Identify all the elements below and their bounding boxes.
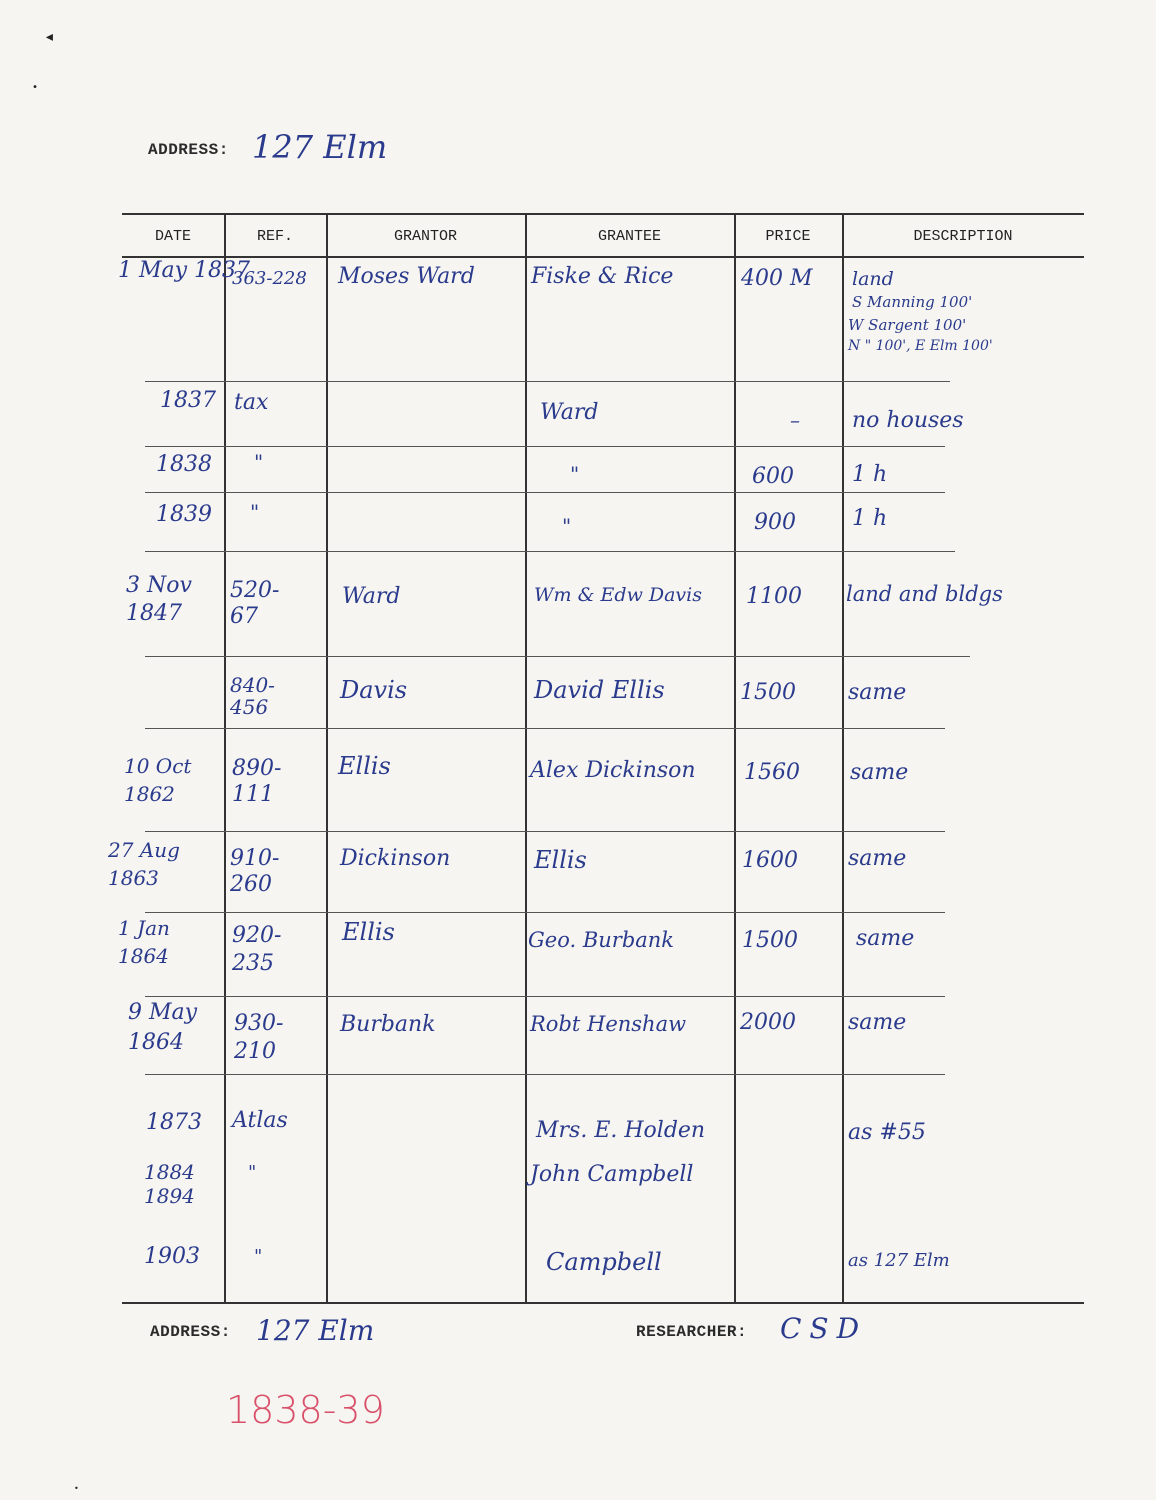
cell-grantor: Burbank [340,1012,436,1037]
cell-description-line: land and bldgs [846,582,1003,606]
table-top-rule [122,213,1084,215]
row-divider [145,551,955,552]
cell-description-line: same [856,926,915,951]
footer-address-label: ADDRESS: [150,1323,231,1341]
row-divider [145,831,945,832]
cell-ref: 930-210 [234,1011,284,1064]
row-divider [145,492,945,493]
column-header-date: DATE [154,228,191,245]
cell-grantor: Davis [340,676,408,704]
cell-date: 1837 [160,388,216,413]
cell-ref: 910-260 [230,846,280,897]
cell-price: 2000 [740,1010,796,1035]
cell-grantee: Ellis [534,846,587,874]
cell-description-line: as #55 [848,1120,926,1145]
cell-price: 600 [752,464,794,489]
cell-ref: " [248,1162,257,1183]
corner-mark: ◂ [44,26,55,47]
cell-ref: 363-228 [232,268,307,289]
researcher-label: RESEARCHER: [636,1323,748,1341]
cell-description-line: 1 h [852,506,888,531]
cell-description-line: land [852,268,894,290]
cell-grantor: Moses Ward [338,264,475,289]
address-value: 127 Elm [252,128,388,166]
cell-price: 900 [754,510,796,535]
cell-description-line: W Sargent 100' [848,316,967,334]
cell-grantee: Robt Henshaw [530,1012,687,1036]
cell-ref: " [250,500,260,524]
cell-date: 3 Nov 1847 [126,573,192,626]
column-header-ref: REF. [256,228,293,245]
cell-description-line: as 127 Elm [848,1250,950,1271]
cell-grantor: Dickinson [340,846,451,871]
address-label: ADDRESS: [148,141,229,159]
cell-grantor: Ellis [338,752,391,780]
column-divider [734,214,736,1302]
row-divider [145,381,950,382]
cell-date: 1884 1894 [144,1160,195,1208]
column-header-grantee: GRANTEE [597,228,661,245]
footer-address-value: 127 Elm [256,1314,375,1347]
cell-grantor: Ward [342,584,401,609]
cell-grantor: Ellis [342,918,395,946]
row-divider [145,446,945,447]
cell-ref: Atlas [232,1108,288,1133]
column-divider [525,214,527,1302]
cell-grantee: John Campbell [530,1162,694,1187]
cell-description-line: same [848,1010,907,1035]
cell-date: 1903 [144,1244,200,1269]
column-header-description: DESCRIPTION [913,228,1013,245]
cell-price: 1560 [744,760,800,785]
column-header-grantor: GRANTOR [393,228,457,245]
cell-grantee: Geo. Burbank [528,928,675,952]
cell-grantee: " [570,462,580,486]
cell-date: 9 May 1864 [128,1000,198,1055]
cell-date: 27 Aug 1863 [108,838,180,890]
cell-date: 1 Jan 1864 [118,916,170,968]
cell-grantee: Alex Dickinson [530,758,696,783]
cell-grantee: David Ellis [534,676,665,704]
cell-grantee: Campbell [546,1248,662,1276]
cell-ref: 520-67 [230,578,280,629]
cell-ref: tax [234,390,269,415]
cell-description-line: same [848,846,907,871]
cell-date: 1839 [156,502,212,527]
table-bottom-rule [122,1302,1084,1304]
column-divider [842,214,844,1302]
column-divider [224,214,226,1302]
cell-description-line: same [850,760,909,785]
cell-description-line: no houses [852,408,964,433]
cell-date: 1873 [146,1110,202,1135]
cell-grantee: Ward [540,400,599,425]
cell-ref: 840-456 [230,673,275,719]
row-divider [145,656,970,657]
researcher-value: CSD [780,1312,868,1345]
bottom-dot: • [74,1484,79,1493]
corner-dot: • [32,82,39,93]
column-header-price: PRICE [765,228,811,245]
cell-price: 1500 [740,680,796,705]
cell-ref: 920-235 [232,923,282,976]
cell-ref: 890-111 [232,756,282,807]
table-header-rule [122,256,1084,258]
cell-ref: " [254,450,264,474]
cell-description-line: same [848,680,907,705]
cell-description-line: N " 100', E Elm 100' [848,338,993,354]
row-divider [145,912,945,913]
cell-price: 400 M [741,266,813,291]
cell-grantee: Mrs. E. Holden [536,1118,706,1143]
cell-price: – [790,408,800,432]
cell-date: 1 May 1837 [118,258,251,283]
row-divider [145,996,945,997]
cell-description-line: 1 h [852,462,888,487]
row-divider [145,1074,945,1075]
cell-price: 1500 [742,928,798,953]
column-divider [326,214,328,1302]
cell-grantee: Wm & Edw Davis [534,584,702,606]
cell-price: 1600 [742,848,798,873]
cell-price: 1100 [746,584,802,609]
handwritten-note: 1838-39 [226,1388,385,1432]
cell-grantee: " [562,514,572,538]
cell-grantee: Fiske & Rice [531,264,674,289]
cell-description-line: S Manning 100' [852,293,973,311]
cell-ref: " [254,1246,263,1267]
row-divider [145,728,945,729]
cell-date: 10 Oct 1862 [124,754,192,806]
cell-date: 1838 [156,452,212,477]
